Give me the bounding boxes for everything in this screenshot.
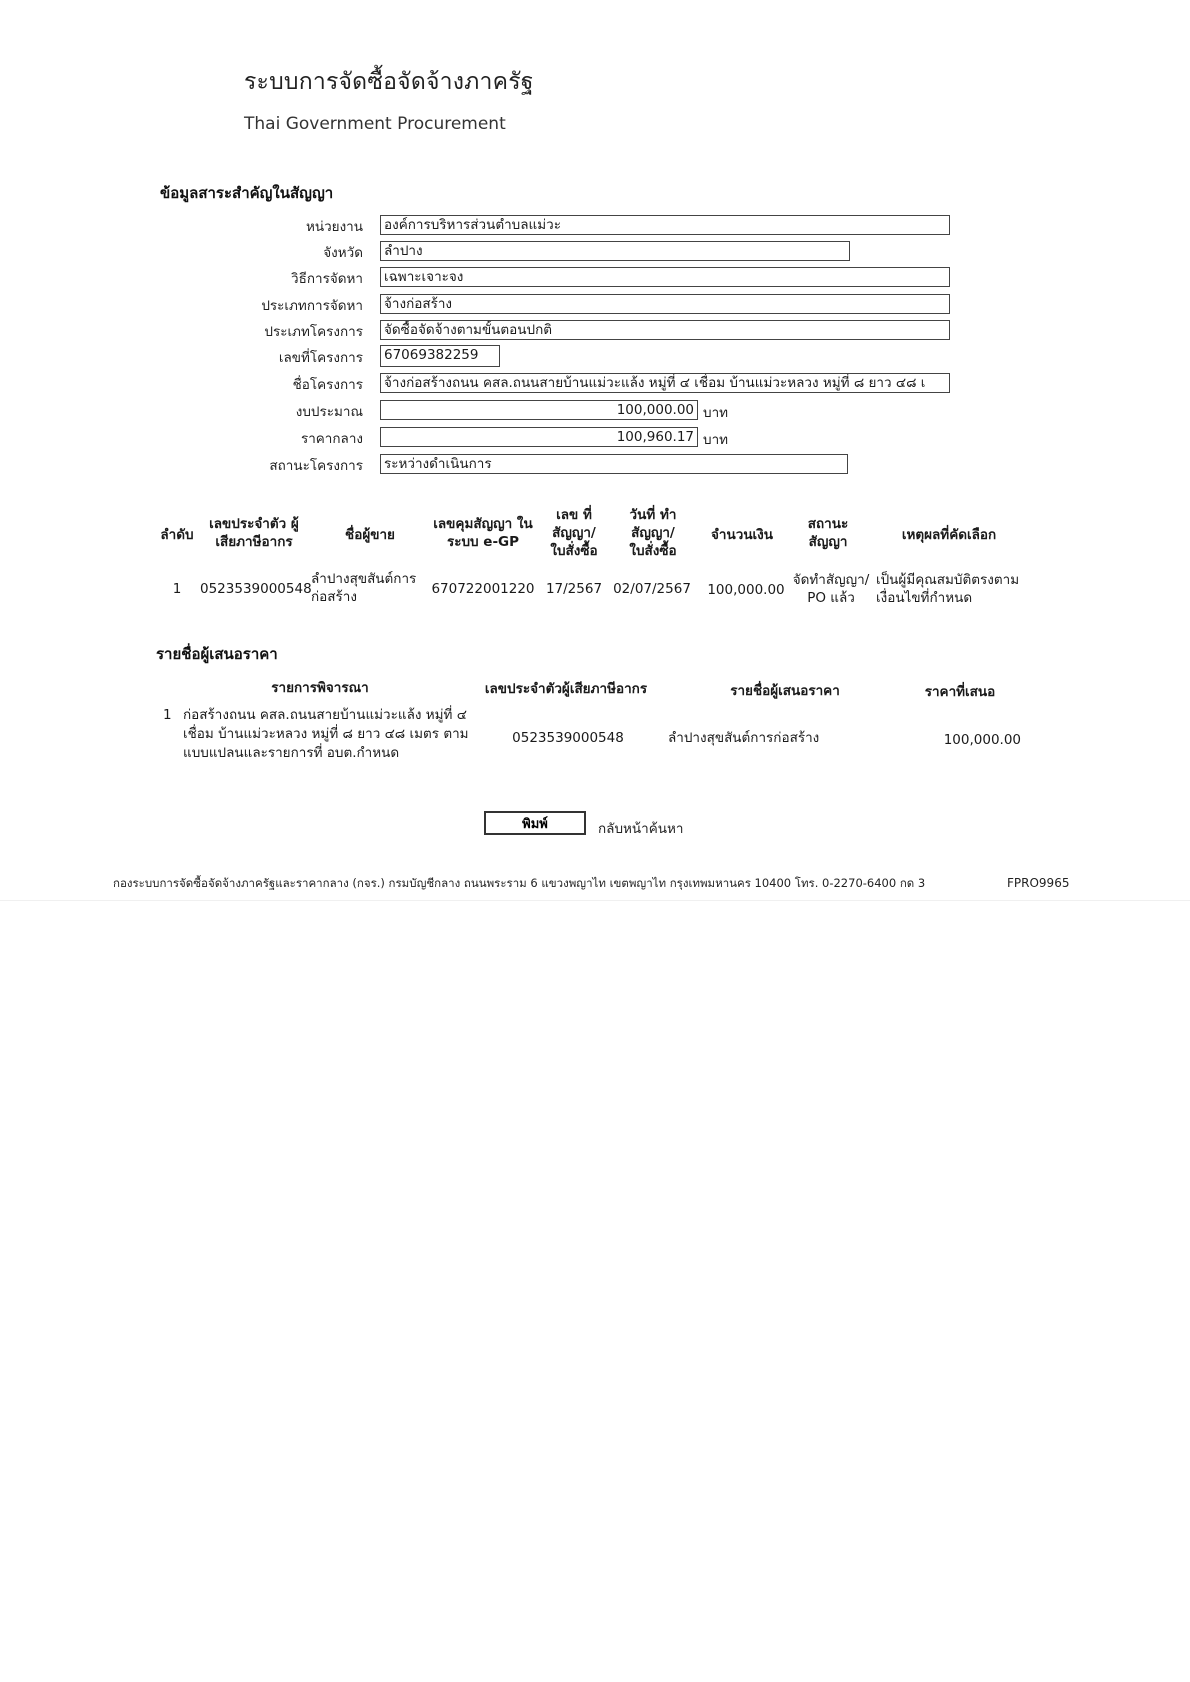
field-project-name: จ้างก่อสร้างถนน คสล.ถนนสายบ้านแม่วะแล้ง หมู่ที่ ๔ เชื่อม บ้านแม่วะหลวง หมู่ที่ ๘ ยาว ๔๘ เ bbox=[380, 373, 950, 393]
col-header-status: สถานะ สัญญา bbox=[807, 516, 849, 550]
footer-address: กองระบบการจัดซื้อจัดจ้างภาครัฐและราคากลาง (กจร.) กรมบัญชีกลาง ถนนพระราม 6 แขวงพญาไท เขตพญาไท กรุงเทพมหานคร 10400 โทร. 0-2270-6400 กด 3 bbox=[113, 876, 926, 890]
bid-col-header-price: ราคาที่เสนอ bbox=[924, 684, 996, 700]
page-divider bbox=[0, 900, 1190, 901]
field-label-project-name: ชื่อโครงการ bbox=[292, 377, 363, 393]
col-header-vendor: ชื่อผู้ขาย bbox=[345, 527, 395, 543]
col-header-tax-id: เลขประจำตัว ผู้เสียภาษีอากร bbox=[209, 516, 299, 550]
back-to-search-link[interactable]: กลับหน้าค้นหา bbox=[598, 821, 684, 837]
cell-tax-id: 0523539000548 bbox=[200, 581, 312, 597]
print-button[interactable]: พิมพ์ bbox=[484, 811, 586, 835]
field-label-procurement-type: ประเภทการจัดหา bbox=[261, 298, 363, 314]
col-header-egp: เลขคุมสัญญา ในระบบ e-GP bbox=[433, 516, 533, 550]
cell-status: จัดทำสัญญา/ PO แล้ว bbox=[792, 572, 870, 606]
field-procurement-type: จ้างก่อสร้าง bbox=[380, 294, 950, 314]
col-header-contract-no: เลข ที่สัญญา/ ใบสั่งซื้อ bbox=[550, 507, 598, 559]
field-project-status: ระหว่างดำเนินการ bbox=[380, 454, 848, 474]
field-label-median-price: ราคากลาง bbox=[300, 431, 363, 447]
cell-reason: เป็นผู้มีคุณสมบัติตรงตาม เงื่อนไขที่กำหนด bbox=[876, 572, 1020, 606]
field-project-type: จัดซื้อจัดจ้างตามขั้นตอนปกติ bbox=[380, 320, 950, 340]
contract-section-title: ข้อมูลสาระสำคัญในสัญญา bbox=[160, 184, 334, 202]
field-label-method: วิธีการจัดหา bbox=[291, 271, 363, 287]
form-code: FPRO9965 bbox=[1007, 876, 1070, 890]
bid-cell-item: ก่อสร้างถนน คสล.ถนนสายบ้านแม่วะแล้ง หมู่ที่ ๔ เชื่อม บ้านแม่วะหลวง หมู่ที่ ๘ ยาว ๔๘ เมตร ตามแบบแปลนและรายการที่ อบต.กำหนด bbox=[183, 707, 469, 761]
field-agency: องค์การบริหารส่วนตำบลแม่วะ bbox=[380, 215, 950, 235]
bid-col-header-tax-id: เลขประจำตัวผู้เสียภาษีอากร bbox=[484, 681, 648, 697]
col-header-reason: เหตุผลที่คัดเลือก bbox=[901, 527, 997, 543]
bidders-section-title: รายชื่อผู้เสนอราคา bbox=[156, 645, 278, 663]
field-project-number: 67069382259 bbox=[380, 345, 500, 367]
cell-amount: 100,000.00 bbox=[707, 582, 785, 598]
bid-cell-bidder: ลำปางสุขสันต์การก่อสร้าง bbox=[668, 730, 820, 746]
cell-contract-no: 17/2567 bbox=[545, 581, 603, 597]
bid-cell-tax-id: 0523539000548 bbox=[512, 730, 624, 746]
cell-no: 1 bbox=[172, 581, 182, 597]
system-title-thai: ระบบการจัดซื้อจัดจ้างภาครัฐ bbox=[244, 69, 534, 95]
bid-cell-price: 100,000.00 bbox=[943, 732, 1021, 748]
bid-col-header-item: รายการพิจารณา bbox=[271, 680, 369, 696]
cell-vendor: ลำปางสุขสันต์การ ก่อสร้าง bbox=[311, 571, 417, 605]
cell-contract-date: 02/07/2567 bbox=[613, 581, 691, 597]
field-province: ลำปาง bbox=[380, 241, 850, 261]
field-median-price: 100,960.17 bbox=[380, 427, 698, 447]
field-budget: 100,000.00 bbox=[380, 400, 698, 420]
field-label-agency: หน่วยงาน bbox=[305, 219, 363, 235]
median-price-unit: บาท bbox=[703, 432, 729, 448]
field-label-project-status: สถานะโครงการ bbox=[269, 458, 363, 474]
system-title-english: Thai Government Procurement bbox=[244, 114, 506, 134]
field-method: เฉพาะเจาะจง bbox=[380, 267, 950, 287]
cell-egp: 670722001220 bbox=[431, 581, 535, 597]
bid-col-header-bidder: รายชื่อผู้เสนอราคา bbox=[730, 683, 840, 699]
col-header-no: ลำดับ bbox=[160, 527, 194, 543]
field-label-project-number: เลขที่โครงการ bbox=[278, 350, 363, 366]
budget-unit: บาท bbox=[703, 405, 729, 421]
col-header-contract-date: วันที่ ทำสัญญา/ ใบสั่งซื้อ bbox=[629, 507, 677, 559]
field-label-project-type: ประเภทโครงการ bbox=[264, 324, 363, 340]
field-label-budget: งบประมาณ bbox=[295, 404, 363, 420]
field-label-province: จังหวัด bbox=[323, 245, 363, 261]
bid-cell-no: 1 bbox=[163, 707, 172, 723]
col-header-amount: จำนวนเงิน bbox=[711, 527, 773, 543]
